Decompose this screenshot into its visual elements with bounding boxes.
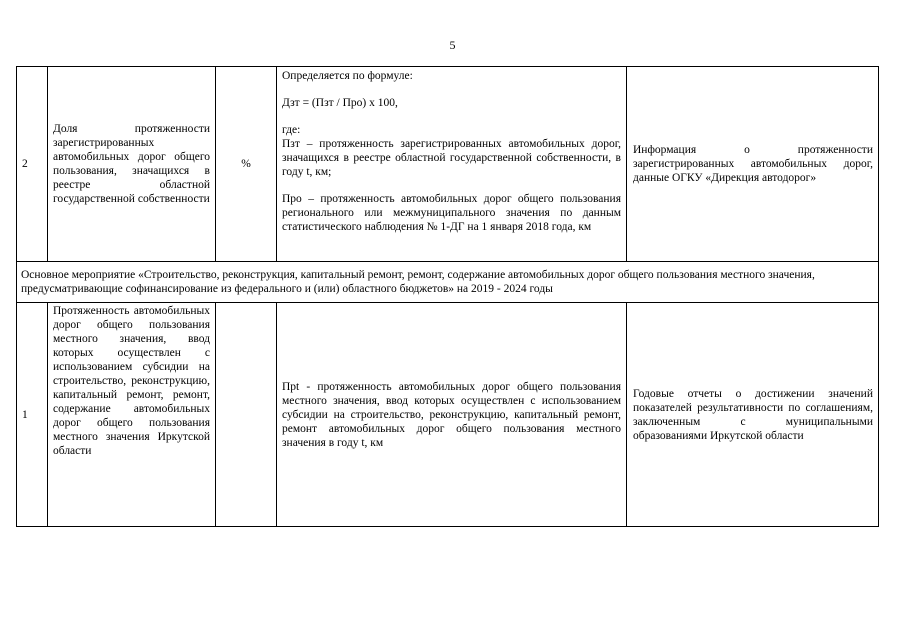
row1-indicator-cell — [47, 66, 215, 261]
row1-source-cell — [626, 66, 878, 261]
indicators-table — [16, 66, 879, 527]
row1-method-intro: Определяется по формуле: — [282, 70, 413, 82]
row2-number: 1 — [22, 408, 28, 421]
section-header-cell — [16, 261, 878, 302]
row2-number-cell — [16, 302, 47, 526]
row2-source: Годовые отчеты о достижении значений показателей результативности по соглашениям, заключенным с муниципальными образованиями Иркутской области — [633, 387, 873, 442]
row1-number-cell — [16, 66, 47, 261]
row2-method: Прt - протяженность автомобильных дорог общего пользования местного значения, ввод которых осуществлен с использованием субсидии на строительство, реконструкцию, капитальный ремонт, ремонт автомобильных дорог общего пользования местного значения в году t, км — [282, 380, 621, 449]
row1-source: Информация о протяженности зарегистрированных автомобильных дорог, данные ОГКУ «Дирекция автодорог» — [633, 144, 873, 184]
row1-definition-pro: Про – протяженность автомобильных дорог общего пользования регионального или межмуниципального значения по данным статистического наблюдения № 1-ДГ на 1 января 2018 года, км — [282, 193, 621, 233]
row1-where: где: — [282, 124, 301, 136]
row2-indicator: Протяженность автомобильных дорог общего пользования местного значения, ввод которых осуществлен с использованием субсидии на строительство, реконструкцию, капитальный ремонт, ремонт, содержание автомобильных дорог общего пользования местного значения Иркутской области — [53, 305, 210, 457]
section-header: Основное мероприятие «Строительство, реконструкция, капитальный ремонт, ремонт, содержание автомобильных дорог общего пользования местного значения, предусматривающие софинансирование из федерального и (или) областного бюджетов» на 2019 - 2024 годы — [21, 269, 815, 295]
row1-unit-cell — [215, 66, 276, 261]
row2-source-cell — [626, 302, 878, 526]
row1-unit: % — [241, 158, 251, 170]
row2-unit-cell — [215, 302, 276, 526]
row2-method-cell — [276, 302, 626, 526]
row1-indicator: Доля протяженности зарегистрированных автомобильных дорог общего пользования, значащихся в реестре областной государственной собственности — [53, 123, 210, 205]
row1-definition-pzt: Пзт – протяженность зарегистрированных автомобильных дорог, значащихся в реестре областной государственной собственности, в году t, км; — [282, 138, 621, 178]
row2-indicator-cell — [47, 302, 215, 526]
row1-number: 2 — [22, 158, 28, 170]
row1-formula: Дзт = (Пзт / Про) х 100, — [282, 97, 398, 109]
page-number: 5 — [449, 38, 456, 52]
row1-method-cell — [276, 66, 626, 261]
